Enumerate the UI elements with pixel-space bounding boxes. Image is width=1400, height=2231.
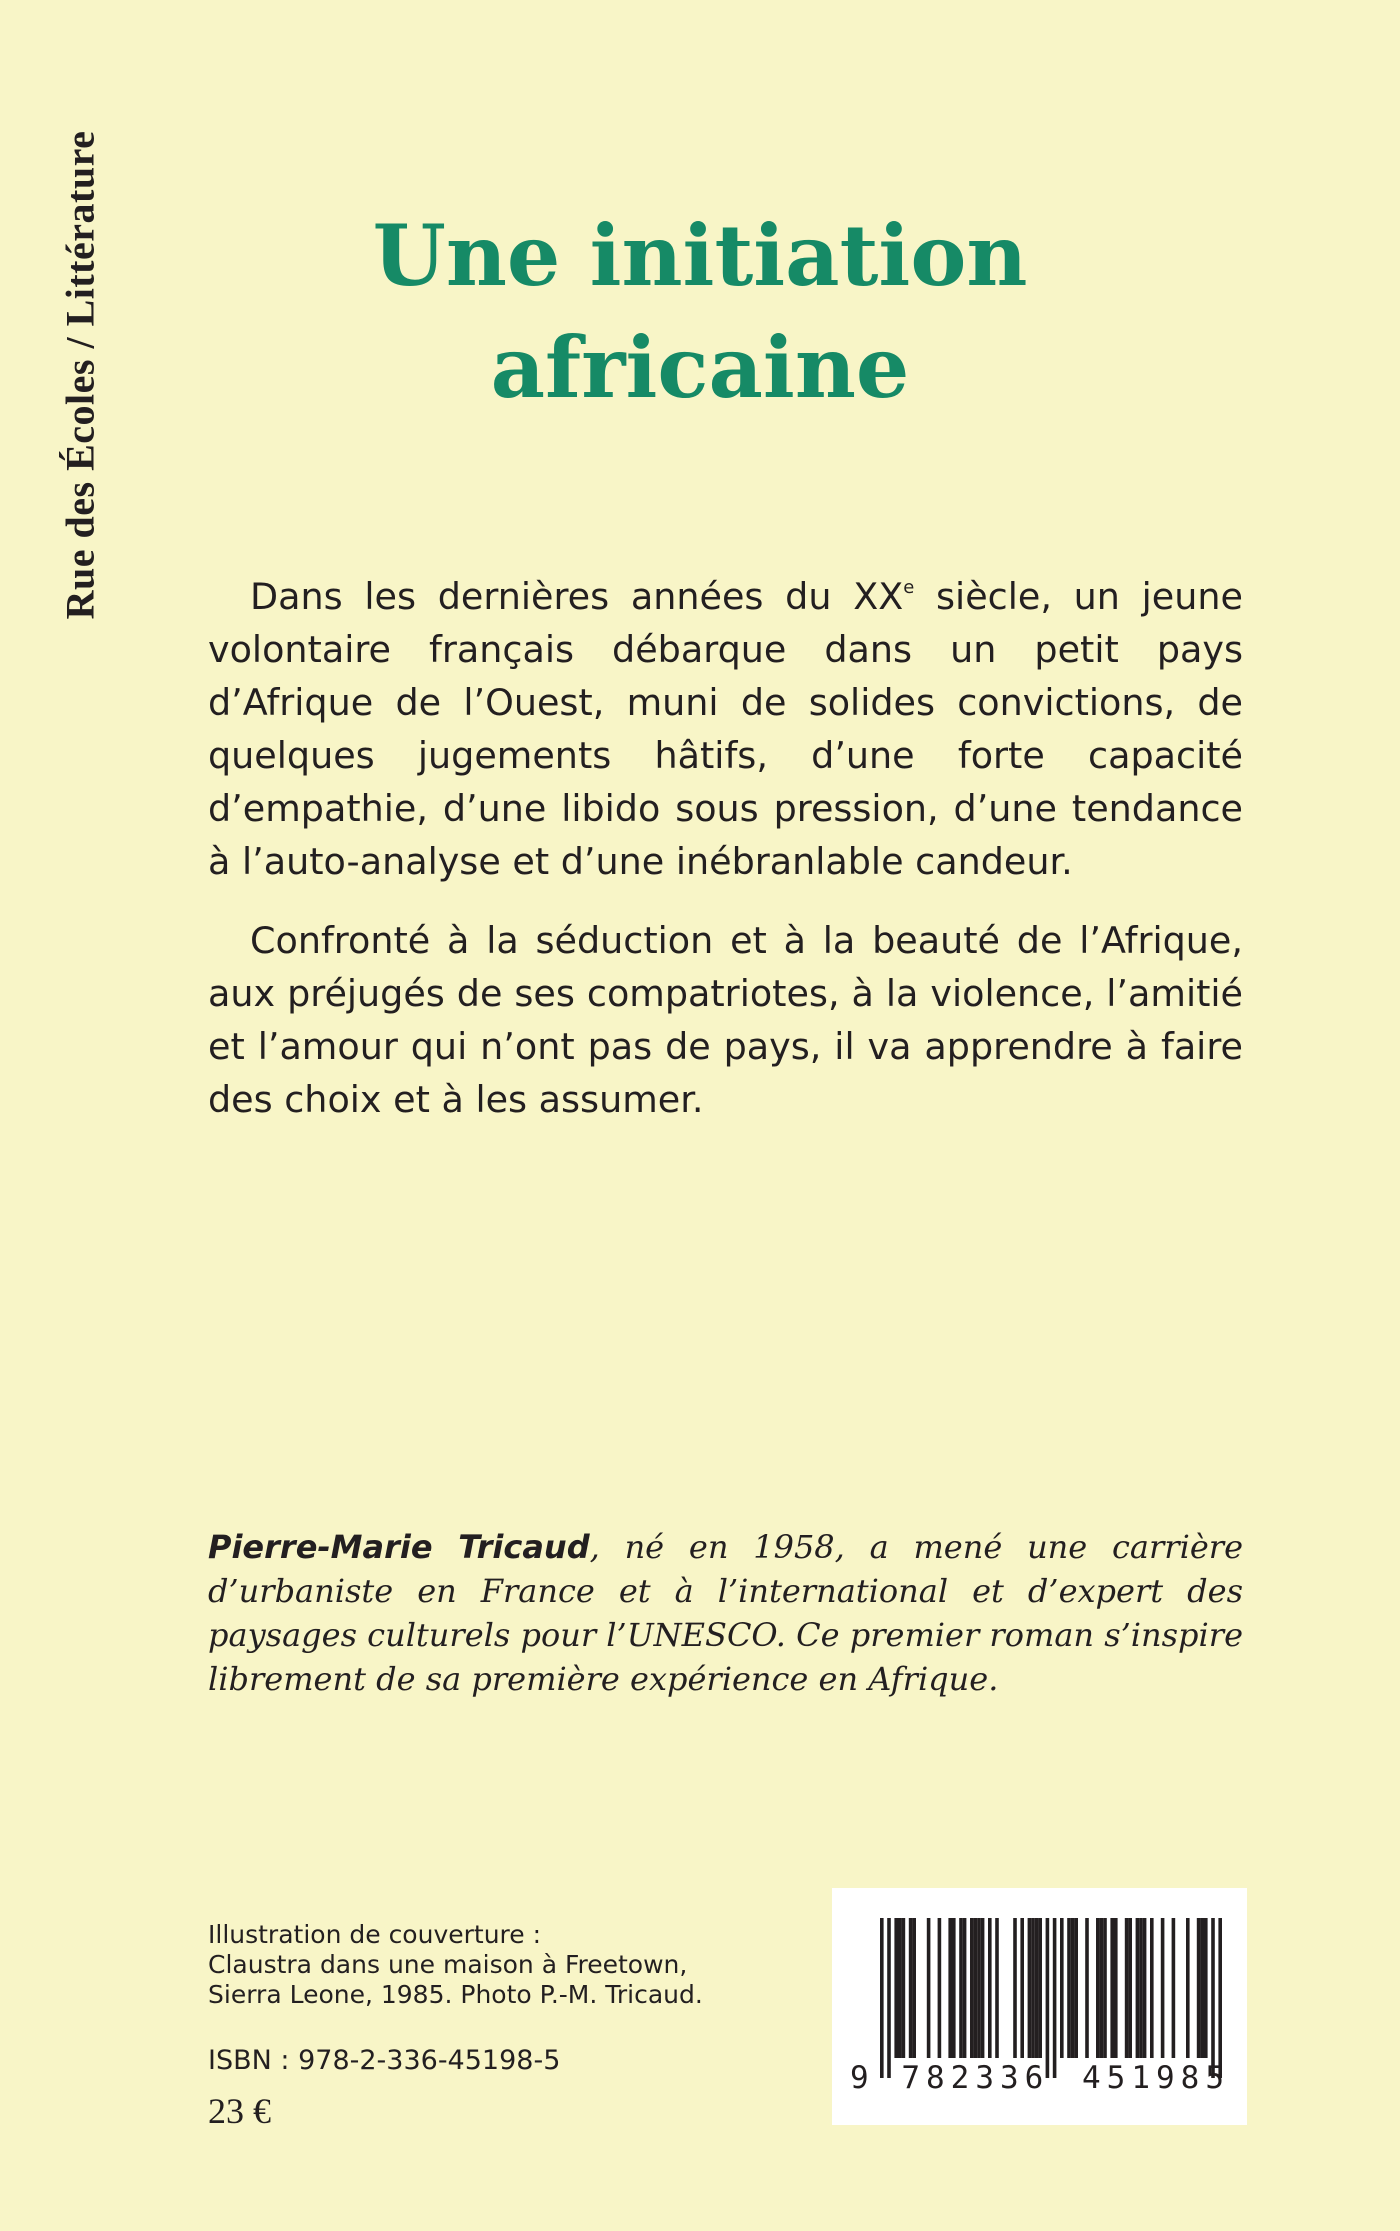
summary-p1-start: Dans les dernières années du XX — [250, 575, 904, 618]
barcode-bar — [909, 1918, 913, 2058]
barcode-bar — [970, 1918, 974, 2058]
price: 23 € — [208, 2091, 271, 2131]
credits-line-3: Sierra Leone, 1985. Photo P.-M. Tricaud. — [208, 1980, 703, 2009]
title-line-2: africaine — [490, 318, 910, 417]
barcode-digits — [850, 2060, 1230, 2096]
barcode-first-digit: 9 — [850, 2060, 869, 2096]
barcode-bar — [1060, 1918, 1064, 2058]
barcode-bar — [902, 1918, 906, 2058]
barcode-bar — [880, 1918, 884, 2078]
barcode-bar — [1085, 1918, 1089, 2058]
barcode-bar — [1053, 1918, 1057, 2078]
barcode-bar — [1110, 1918, 1114, 2058]
barcode-bar — [1218, 1918, 1222, 2078]
isbn: ISBN : 978-2-336-45198-5 — [208, 2045, 561, 2076]
barcode-bar — [1038, 1918, 1042, 2058]
title-line-1: Une initiation — [372, 206, 1028, 305]
barcode-bar — [1204, 1918, 1208, 2058]
barcode-bar — [959, 1918, 963, 2058]
author-bio-text: , né en 1958, a mené une carrière d’urbaniste en France et à l’international et d’expert des paysages culturels pour l’UNESCO. Ce premier roman s’inspire librement de sa première expérience en Afrique. — [208, 1528, 1244, 1698]
barcode-bar — [1186, 1918, 1190, 2058]
barcode-bar — [1150, 1918, 1154, 2058]
book-title — [250, 200, 1150, 424]
author-name: Pierre-Marie Tricaud — [208, 1528, 590, 1566]
barcode-bar — [1200, 1918, 1204, 2058]
barcode-bar — [1067, 1918, 1071, 2058]
barcode-bar — [1197, 1918, 1201, 2058]
century-superscript: e — [903, 577, 915, 598]
barcode-bar — [1103, 1918, 1107, 2058]
barcode-bar — [887, 1918, 891, 2078]
collection-label: Rue des Écoles / Littérature — [57, 130, 103, 620]
summary-paragraph-2: Confronté à la séduction et à la beauté de l’Afrique, aux préjugés de ses compatriotes, à la violence, l’amitié et l’amour qui n’ont pas de pays, il va apprendre à faire des choix et à les assumer. — [208, 919, 1243, 1121]
summary-paragraph-1 — [208, 570, 1243, 888]
barcode-bar — [1013, 1918, 1017, 2058]
barcode-bar — [948, 1918, 952, 2058]
barcode-bar — [1136, 1918, 1140, 2058]
barcode-bar — [1143, 1918, 1147, 2058]
barcode-bar — [1128, 1918, 1132, 2058]
credits-line-2: Claustra dans une maison à Freetown, — [208, 1950, 688, 1979]
barcode-bar — [952, 1918, 956, 2058]
credits-line-1: Illustration de couverture : — [208, 1920, 542, 1949]
barcode-bar — [963, 1918, 967, 2058]
barcode-bar — [938, 1918, 942, 2058]
barcode-bar — [1100, 1918, 1104, 2058]
barcode-bar — [995, 1918, 999, 2058]
barcode-right-group: 451985 — [1082, 2060, 1230, 2096]
barcode-bar — [912, 1918, 916, 2058]
barcode-bar — [974, 1918, 978, 2058]
barcode-bar — [1035, 1918, 1039, 2058]
spine-collection — [30, 95, 130, 655]
barcode-bar — [1020, 1918, 1024, 2058]
barcode-bar — [1028, 1918, 1032, 2058]
barcode-left-group: 782336 — [901, 2060, 1050, 2096]
barcode-bar — [927, 1918, 931, 2058]
barcode-bar — [1074, 1918, 1078, 2058]
barcode-bar — [1139, 1918, 1143, 2058]
barcode-bar — [894, 1918, 898, 2058]
barcode-bar — [981, 1918, 985, 2058]
back-cover-summary — [208, 570, 1243, 1152]
barcode — [832, 1888, 1247, 2125]
barcode-bar — [1031, 1918, 1035, 2058]
barcode-bar — [1125, 1918, 1129, 2058]
barcode-bar — [1211, 1918, 1215, 2078]
author-bio — [208, 1525, 1243, 1701]
barcode-bar — [1172, 1918, 1176, 2058]
barcode-bar — [1096, 1918, 1100, 2058]
barcode-bar — [977, 1918, 981, 2058]
barcode-bar — [1161, 1918, 1165, 2058]
summary-p1-end: siècle, un jeune volontaire français débarque dans un petit pays d’Afrique de l’Ouest, muni de solides convictions, de quelques jugements hâtifs, d’une forte capacité d’empathie, d’une libido sous pression, d’une tendance à l’auto-analyse et d’une inébranlable candeur. — [208, 575, 1243, 883]
cover-credits — [208, 1920, 768, 2010]
barcode-bar — [898, 1918, 902, 2058]
barcode-bar — [1046, 1918, 1050, 2078]
barcode-bar — [988, 1918, 992, 2058]
barcode-bar — [1071, 1918, 1075, 2058]
barcode-bar — [1114, 1918, 1118, 2058]
